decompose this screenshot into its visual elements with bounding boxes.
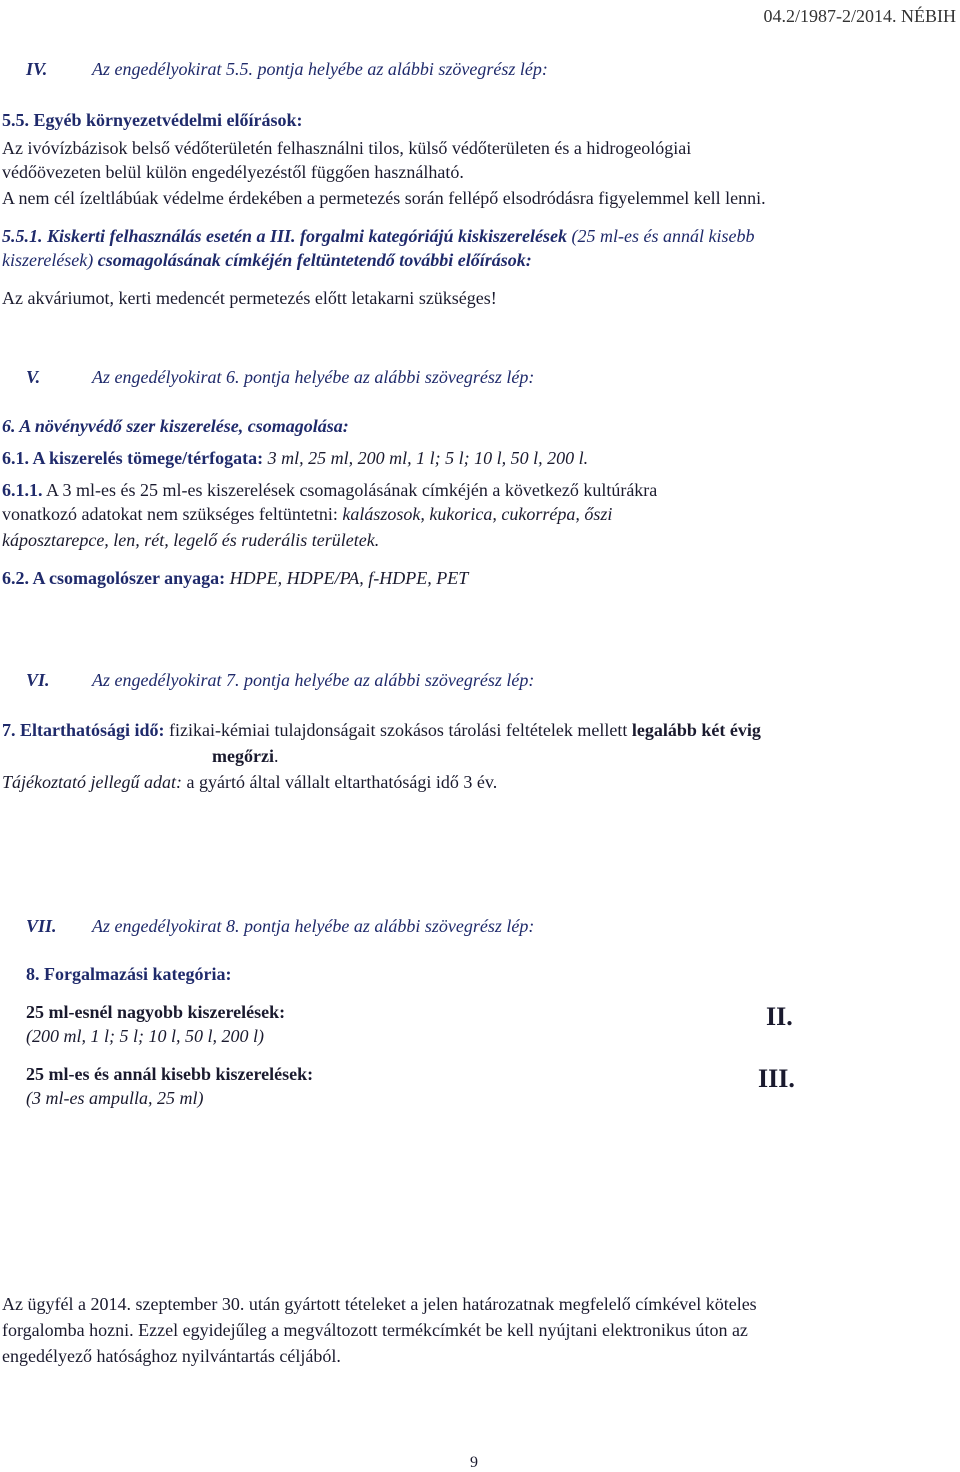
paragraph-line <box>2 502 612 526</box>
crop-list: káposztarepce, len, rét, legelő és ruderális területek. <box>2 530 380 550</box>
label: Tájékoztató jellegű adat: <box>2 772 182 792</box>
value: HDPE, HDPE/PA, f-HDPE, PET <box>225 568 469 588</box>
bold-text: megőrzi <box>212 746 274 766</box>
section-number: VI. <box>26 670 50 690</box>
page-number: 9 <box>470 1454 478 1471</box>
paragraph: Az akváriumot, kerti medencét permetezés előtt letakarni szükséges! <box>2 288 497 308</box>
closing-paragraph-line: forgalomba hozni. Ezzel egyidejűleg a megváltozott termékcímkét be kell nyújtani elektronikus úton az <box>2 1320 748 1340</box>
category-row-sub <box>26 1024 264 1048</box>
closing-paragraph-line: Az ügyfél a 2014. szeptember 30. után gyártott tételeket a jelen határozatnak megfelelő címkével köteles <box>2 1294 757 1314</box>
paragraph-bold-italic: 5.5.1. Kiskerti felhasználás esetén a III. forgalmi kategóriájú kiskiszerelések <box>2 226 568 246</box>
paragraph <box>2 446 588 470</box>
paragraph-line <box>212 744 278 768</box>
paragraph-italic: kiszerelések) <box>2 250 98 270</box>
text: A 3 ml-es és 25 ml-es kiszerelések csomagolásának címkéjén a következő kultúrákra <box>42 480 658 500</box>
text: vonatkozó adatokat nem szükséges feltüntetni: <box>2 504 343 524</box>
text: a gyártó által vállalt eltarthatósági idő 3 év. <box>181 772 498 792</box>
package-sizes: (3 ml-es ampulla, 25 ml) <box>26 1088 204 1108</box>
paragraph <box>2 770 497 794</box>
paragraph-line <box>2 718 761 742</box>
section-number: V. <box>26 367 41 387</box>
label: 6.2. A csomagolószer anyaga: <box>2 568 226 588</box>
category-value: III. <box>758 1064 795 1093</box>
subsection-title: 5.5. Egyéb környezetvédelmi előírások: <box>2 110 303 130</box>
section-heading: Az engedélyokirat 7. pontja helyébe az alábbi szövegrész lép: <box>92 670 535 690</box>
paragraph-line: Az ivóvízbázisok belső védőterületén felhasználni tilos, külső védőterületen és a hidrogeológiai <box>2 138 692 158</box>
paragraph-italic: (25 ml-es és annál kisebb <box>567 226 755 246</box>
section-heading: Az engedélyokirat 5.5. pontja helyébe az alábbi szövegrész lép: <box>92 59 548 79</box>
section-heading: Az engedélyokirat 6. pontja helyébe az alábbi szövegrész lép: <box>92 367 535 387</box>
paragraph-line <box>2 478 657 502</box>
category-row-label: 25 ml-es és annál kisebb kiszerelések: <box>26 1064 314 1084</box>
package-sizes: (200 ml, 1 l; 5 l; 10 l, 50 l, 200 l) <box>26 1026 264 1046</box>
paragraph-bold-italic: csomagolásának címkéjén feltüntetendő további előírások: <box>97 250 532 270</box>
value: 3 ml, 25 ml, 200 ml, 1 l; 5 l; 10 l, 50 l, 200 l. <box>263 448 589 468</box>
category-value: II. <box>766 1002 793 1031</box>
closing-paragraph-line: engedélyező hatósághoz nyilvántartás céljából. <box>2 1346 341 1366</box>
label: 7. Eltarthatósági idő: <box>2 720 165 740</box>
document-reference: 04.2/1987-2/2014. NÉBIH <box>763 6 956 26</box>
label: 6.1. A kiszerelés tömege/térfogata: <box>2 448 264 468</box>
category-row-label: 25 ml-esnél nagyobb kiszerelések: <box>26 1002 286 1022</box>
crop-list: kalászosok, kukorica, cukorrépa, őszi <box>342 504 613 524</box>
paragraph <box>2 224 956 248</box>
label: 6.1.1. <box>2 480 43 500</box>
paragraph: A nem cél ízeltlábúak védelme érdekében a permetezés során fellépő elsodródásra figyelemmel kell lenni. <box>2 188 766 208</box>
section-number: IV. <box>26 59 48 79</box>
subsection-title: 6. A növényvédő szer kiszerelése, csomagolása: <box>2 416 349 436</box>
text: fizikai-kémiai tulajdonságait szokásos tárolási feltételek mellett <box>164 720 632 740</box>
section-heading: Az engedélyokirat 8. pontja helyébe az alábbi szövegrész lép: <box>92 916 535 936</box>
text: . <box>273 746 279 766</box>
subsection-title: 8. Forgalmazási kategória: <box>26 964 232 984</box>
bold-text: legalább két évig <box>631 720 761 740</box>
paragraph-line <box>2 248 532 272</box>
section-number: VII. <box>26 916 57 936</box>
paragraph-line: védőövezeten belül külön engedélyezéstől függően használható. <box>2 162 464 182</box>
paragraph <box>2 566 468 590</box>
